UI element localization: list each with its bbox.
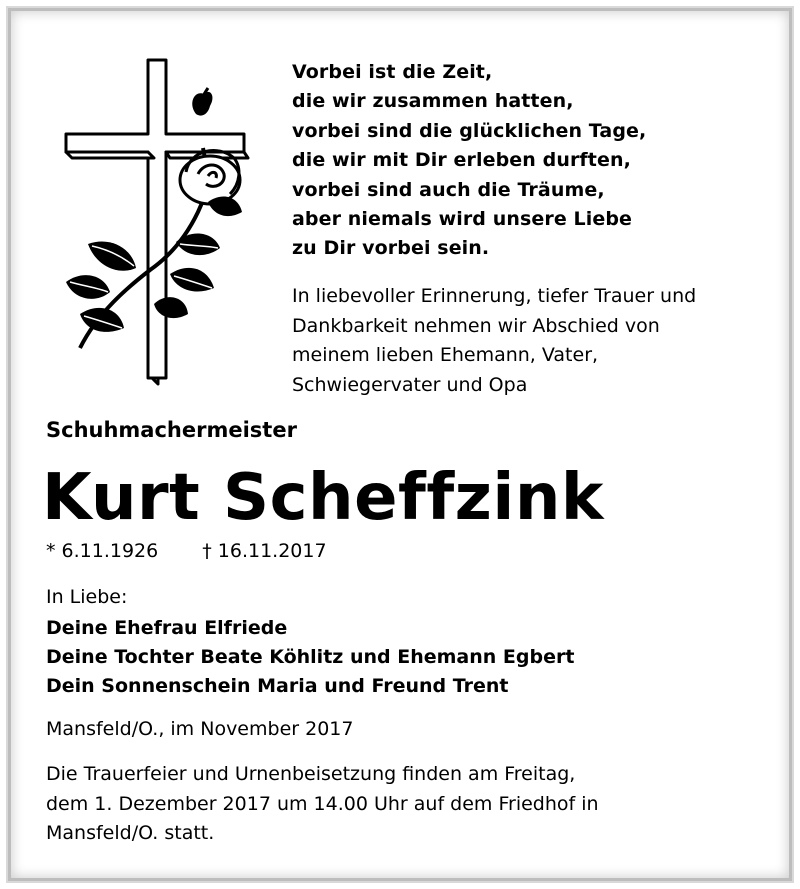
intro-line: Schwiegervater und Opa (292, 373, 528, 396)
funeral-line: Mansfeld/O. statt. (46, 822, 215, 844)
poem-line: vorbei sind auch die Träume, (292, 178, 605, 201)
deceased-name: Kurt Scheffzink (42, 461, 604, 535)
poem-line: Vorbei ist die Zeit, (292, 61, 493, 83)
death-date: † 16.11.2017 (202, 540, 327, 562)
mourners-intro: In Liebe: (46, 586, 128, 608)
place-date: Mansfeld/O., im November 2017 (46, 718, 354, 740)
poem-line: die wir zusammen hatten, (292, 90, 574, 113)
mourner-line: Deine Ehefrau Elfriede (46, 617, 288, 639)
intro-line: Dankbarkeit nehmen wir Abschied von (292, 314, 660, 337)
mourner-line: Dein Sonnenschein Maria und Freund Trent (46, 675, 509, 697)
birth-date: * 6.11.1926 (46, 540, 159, 562)
life-dates (46, 540, 327, 562)
cross-with-rose-icon (58, 52, 258, 392)
poem (292, 58, 646, 264)
farewell-intro (292, 282, 762, 400)
poem-line: die wir mit Dir erleben durften, (292, 149, 631, 172)
funeral-line: dem 1. Dezember 2017 um 14.00 Uhr auf dem Friedhof in (46, 792, 599, 815)
deceased-profession: Schuhmachermeister (46, 418, 297, 442)
funeral-line: Die Trauerfeier und Urnenbeisetzung finden am Freitag, (46, 763, 576, 785)
poem-line: vorbei sind die glücklichen Tage, (292, 119, 647, 142)
intro-line: In liebevoller Erinnerung, tiefer Trauer und (292, 285, 697, 307)
mourner-line: Deine Tochter Beate Köhlitz und Ehemann Egbert (46, 646, 575, 668)
mourners-list (46, 614, 574, 701)
funeral-details (46, 760, 599, 849)
poem-line: zu Dir vorbei sein. (292, 237, 490, 260)
intro-line: meinem lieben Ehemann, Vater, (292, 344, 599, 366)
poem-line: aber niemals wird unsere Liebe (292, 208, 633, 231)
